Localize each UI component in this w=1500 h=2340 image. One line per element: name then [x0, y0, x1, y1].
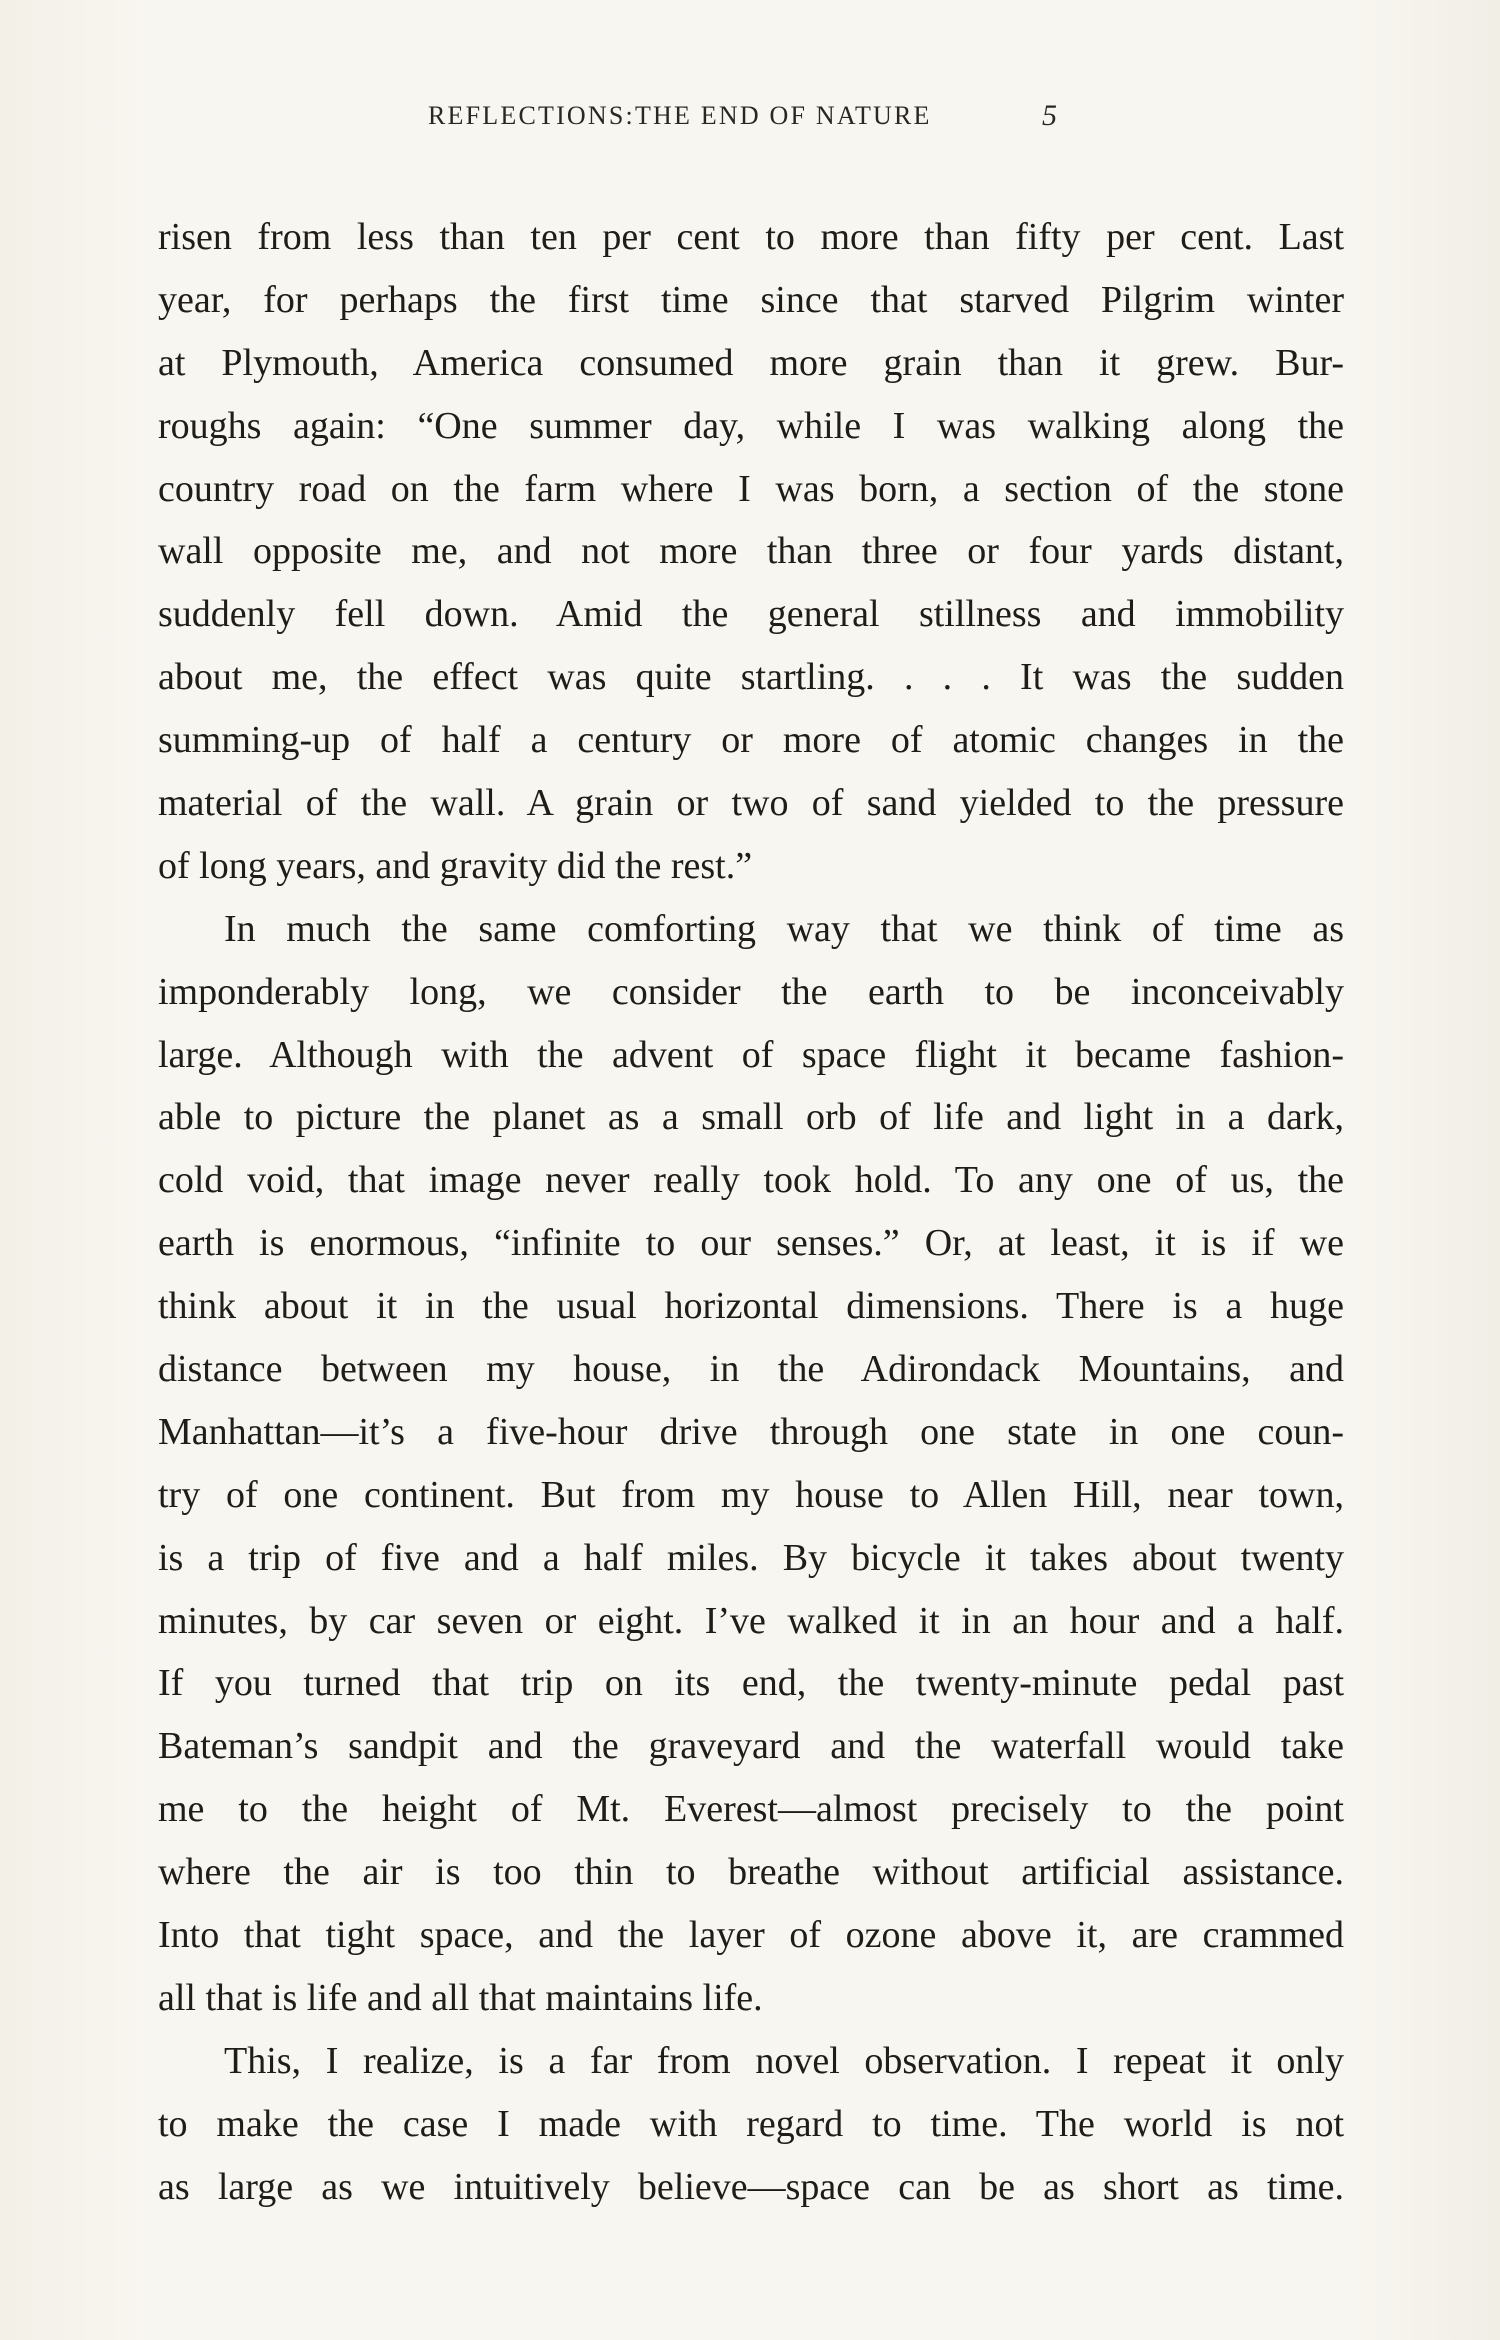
text-line: Bateman’s sandpit and the graveyard and the waterfall would take [158, 1725, 1344, 1768]
running-head-title: REFLECTIONS:THE END OF NATURE [428, 101, 932, 130]
paragraph-3 [158, 2030, 1344, 2219]
text-line: of long years, and gravity did the rest.” [158, 844, 753, 887]
text-line: distance between my house, in the Adirondack Mountains, and [158, 1348, 1344, 1391]
text-line: think about it in the usual horizontal dimensions. There is a huge [158, 1285, 1344, 1328]
body-text [158, 206, 1344, 2219]
text-line: In much the same comforting way that we think of time as [224, 907, 1344, 950]
text-line: where the air is too thin to breathe without artificial assistance. [158, 1851, 1344, 1894]
page-number: 5 [1042, 99, 1057, 132]
text-line: minutes, by car seven or eight. I’ve walked it in an hour and a half. [158, 1599, 1344, 1642]
text-line: Manhattan—it’s a five-hour drive through one state in one coun- [158, 1410, 1344, 1453]
text-line: roughs again: “One summer day, while I was walking along the [158, 404, 1344, 447]
text-line: imponderably long, we consider the earth to be inconceivably [158, 970, 1344, 1013]
text-line: about me, the effect was quite startling. . . . It was the sudden [158, 656, 1344, 699]
text-line: large. Although with the advent of space flight it became fashion- [158, 1033, 1344, 1076]
text-line: risen from less than ten per cent to more than fifty per cent. Last [158, 216, 1344, 258]
text-line: Into that tight space, and the layer of ozone above it, are crammed [158, 1914, 1344, 1957]
text-line: country road on the farm where I was born, a section of the stone [158, 467, 1344, 510]
text-line: me to the height of Mt. Everest—almost precisely to the point [158, 1788, 1344, 1831]
text-line: suddenly fell down. Amid the general stillness and immobility [158, 593, 1344, 636]
text-line: material of the wall. A grain or two of sand yielded to the pressure [158, 782, 1344, 825]
text-line: year, for perhaps the first time since that starved Pilgrim winter [158, 278, 1344, 321]
text-line: is a trip of five and a half miles. By bicycle it takes about twenty [158, 1536, 1344, 1579]
text-line: cold void, that image never really took hold. To any one of us, the [158, 1159, 1344, 1202]
paragraph-2 [158, 898, 1344, 2030]
text-line: summing-up of half a century or more of atomic changes in the [158, 719, 1344, 762]
text-line: earth is enormous, “infinite to our senses.” Or, at least, it is if we [158, 1222, 1344, 1265]
text-line: able to picture the planet as a small orb of life and light in a dark, [158, 1096, 1344, 1139]
text-line: to make the case I made with regard to time. The world is not [158, 2102, 1344, 2145]
text-line: wall opposite me, and not more than three or four yards distant, [158, 530, 1344, 573]
text-line: If you turned that trip on its end, the twenty-minute pedal past [158, 1662, 1344, 1705]
text-line: as large as we intuitively believe—space can be as short as time. [158, 2165, 1344, 2208]
text-line: try of one continent. But from my house to Allen Hill, near town, [158, 1473, 1344, 1516]
text-line: all that is life and all that maintains life. [158, 1976, 763, 2019]
text-line: This, I realize, is a far from novel observation. I repeat it only [224, 2039, 1344, 2082]
paragraph-1 [158, 206, 1344, 898]
running-head [0, 96, 1500, 136]
text-line: at Plymouth, America consumed more grain than it grew. Bur- [158, 341, 1344, 384]
